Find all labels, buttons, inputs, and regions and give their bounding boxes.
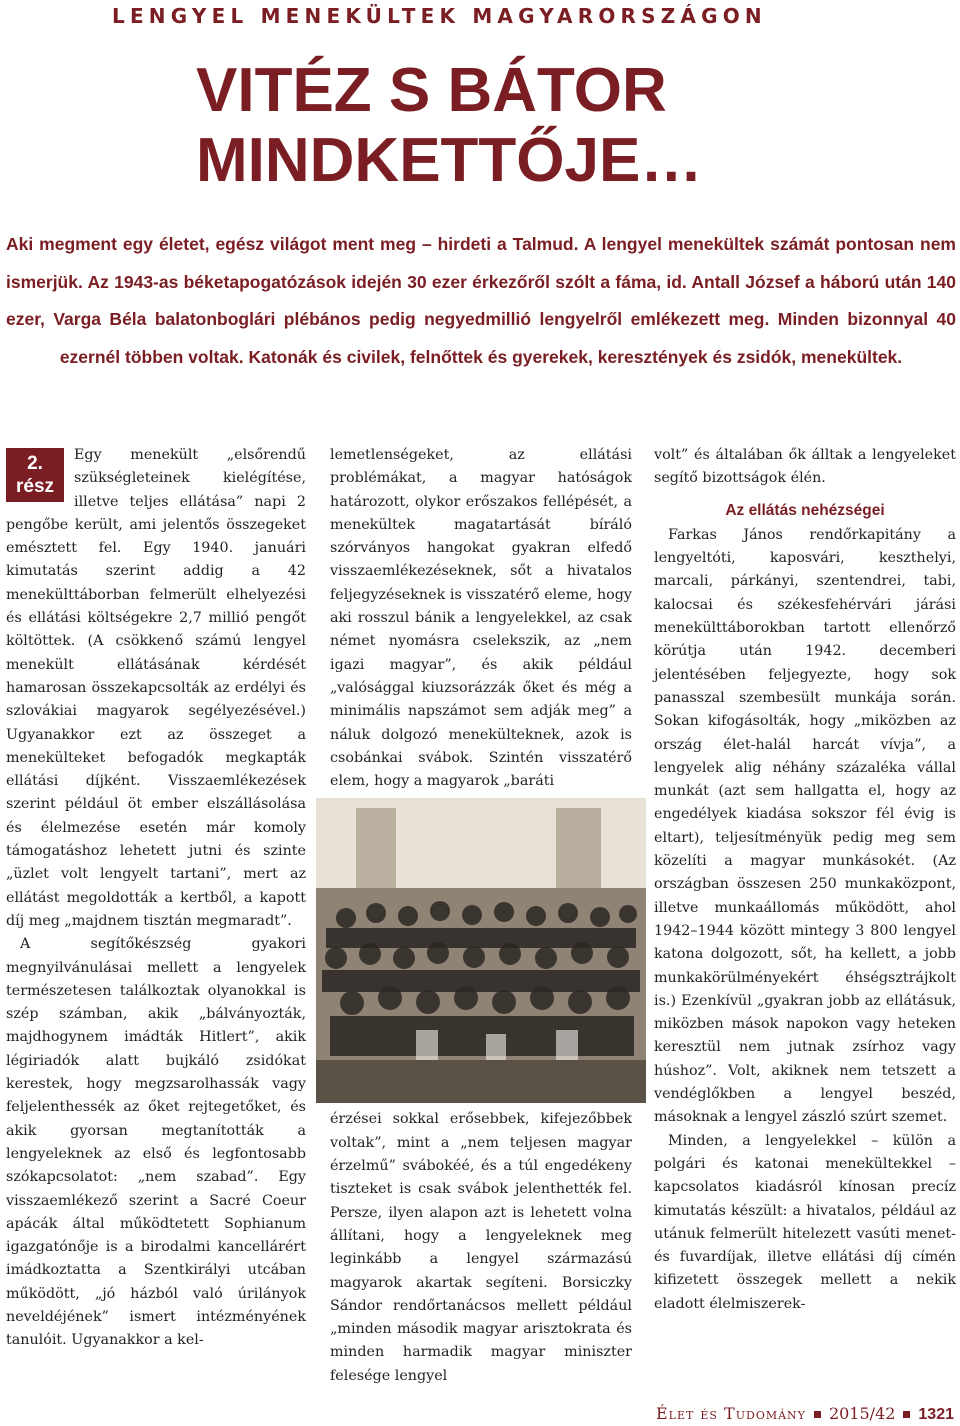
column-1 [6, 444, 306, 1353]
section-subheading: Az ellátás nehézségei [725, 501, 885, 519]
article-title [196, 56, 916, 196]
title-line-1: VITÉZ S BÁTOR [196, 56, 667, 125]
lead-paragraph: Aki megment egy életet, egész világot ment meg – hirdeti a Talmud. A lengyel menekültek számát pontosan nem ismerjük. Az 1943-as béketapogatózások idején 30 ezer érkezőről szólt a fáma, id. Antall József a háború után 140 ezer, Varga Béla balatonboglári plébános pedig negyedmillió lengyelről emlékezett meg. Minden bizonnyal 40 ezernél többen voltak. Katonák és civilek, felnőttek és gyerekek, keresztények és zsidók, menekültek. [6, 234, 956, 367]
body-paragraph: érzései sokkal erősebbek, kifejezőbbek voltak”, mint a „nem teljesen magyar érzelmű” svábokéé, és a túl engedékeny tiszteket is csak svábok jelenthették fel. Persze, ilyen alapon azt is lehetett volna állítani, hogy a lengyeleknek meg leginkább a lengyel származású magyarok akartak segíteni. Borsiczky Sándor rendőrtanácsos mellett például „minden második magyar arisztokrata és minden harmadik magyar miniszter felesége lengyel [330, 1111, 632, 1384]
body-paragraph: volt” és általában ők álltak a lengyeleket segítő bizottságok élén. [654, 447, 956, 487]
group-photo-image [316, 798, 646, 1103]
column-3 [654, 444, 956, 1316]
body-paragraph: Farkas János rendőrkapitány a lengyeltóti, kaposvári, keszthelyi, marcali, párkányi, szentendrei, tabi, kalocsai és székesfehérvári járási menekülttáborokban tartott ellenőrző körútja után 1942. decemberi jelentésében feljegyezte, hogy sok panasszal szembesült munkája során. Sokan kifogásolták, hogy „miközben az ország élet-halál harcát vívja”, a lengyelek alig néhány százaléka vállal munkát (azt sem hallgatta el, hogy az engedélyek kiadása sokszor fél évig is eltart), teljesítményük pedig meg sem közelíti a magyar munkásokét. (Az országban összesen 250 munkaközpont, illetve munkaállomás működött, ahol 1942–1944 között mintegy 3 800 lengyel katona dolgozott, sőt, ha kellett, a jobb munkakörülményekért éhségsztrájkolt is.) Ezenkívül „gyakran jobb az ellátásuk, miközben mások napokon vagy heteken keresztül nem jutnak zsírhoz vagy húshoz”. Volt, akiknek nem tetszett a vendéglőkben a lengyel beszéd, másoknak a lengyel zászló szúrt szemet. [654, 526, 956, 1126]
separator-square-icon [814, 1411, 821, 1418]
title-line-2: MINDKETTŐJE… [196, 126, 703, 195]
journal-name: Élet és Tudomány [655, 1404, 806, 1423]
body-paragraph: Minden, a lengyelekkel – külön a polgári és katonai menekültekkel – kapcsolatos kiadásról kínosan precíz kimutatás készült: a hivatalos, például az utánuk felmerült hitelezett vasúti menet- és fuvardíjak, illetve ellátási díj címén kifizetett összegek mellett a nekik eladott élelmiszerek- [654, 1132, 956, 1312]
part-number: 2. [27, 453, 43, 474]
body-paragraph: lemetlenségeket, az ellátási problémákat, a magyar hatóságok határozott, olykor erőszakos fellépését, a menekültek magatartását bíráló szórványos hangokat gyakran elfedő visszaemlékezéseknek, sőt a hivatalos feljegyzéseknek is visszatérő eleme, hogy aki rosszul bánik a lengyelekkel, az csak német nyomásra cselekszik, az „nem igazi magyar”, és akik például „valósággal kiuzsorázzák őket és még a minimális napszámot sem adják meg” a náluk dolgozó menekülteknek, azok is csobánkai svábok. Szintén visszatérő elem, hogy a magyarok „baráti [330, 447, 632, 790]
page-number: 1321 [918, 1406, 954, 1423]
page-footer [656, 1404, 954, 1424]
part-label: rész [15, 476, 55, 497]
issue-number: 2015/42 [828, 1404, 896, 1423]
section-kicker: LENGYEL MENEKÜLTEK MAGYARORSZÁGON [112, 4, 767, 28]
body-paragraph: A segítőkészség gyakori megnyilvánulásai mellett a lengyelek természetesen találkoztak olyanokkal is szép számban, akik „bálványozták, majdhogynem imádták Hitlert”, akik légiriadók alatt bujkáló zsidókat kerestek, hogy megzsarolhassák vagy feljelenthessék az őket rejtegetőket, és akik gyorsan megtanították a lengyeleknek az első és legfontosabb szókapcsolatot: „nem szabad”. Egy visszaemlékező szerint a Sacré Coeur apácák által működtetett Sophianum igazgatónője is a birodalmi kancellárért imádkoztatta a Szentkirályi utcában működött, „jó házból való úrilányok neveldéjének” ismert intézményének tanulóit. Ugyanakkor a kel- [6, 936, 306, 1349]
part-badge [6, 448, 64, 502]
body-paragraph: Egy menekült „elsőrendű szükségleteinek kielégítése, illetve teljes ellátása” napi 2 pengőbe került, ami jelentős összegeket emésztett fel. Egy 1940. januári kimutatás szerint addig a 42 menekülttáborban felmerült elhelyezési és ellátási költségekre 2,7 millió pengőt költöttek. (A csökkenő számú lengyel menekült ellátásának kérdését hamarosan összekapcsolták az erdélyi és szlovákiai magyarok segélyezésével.) Ugyanakkor ezt az összeget a menekülteket befogadók megkapták ellátási díjként. Visszaemlékezések szerint például öt ember elszállásolása és élelmezése esetén már komoly támogatáshoz lehetett jutni és szinte „üzlet volt lengyelt tartani”, mert az ellátást megoldották a kertből, a kapott díj meg „majdnem tisztán megmaradt”. [6, 447, 306, 929]
separator-square-icon [903, 1411, 910, 1418]
